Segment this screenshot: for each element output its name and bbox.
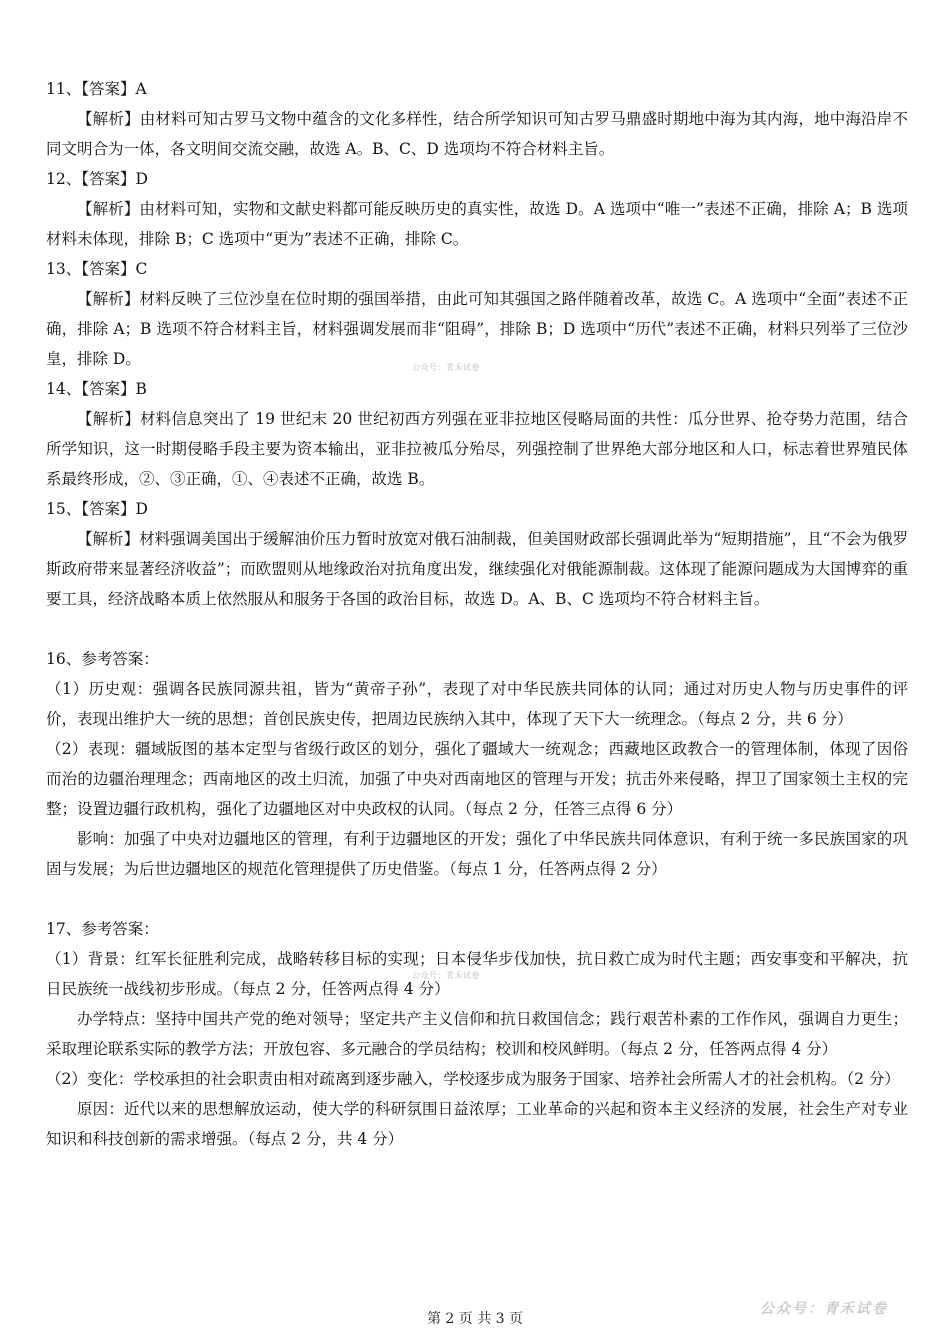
q15-answer: 15、【答案】D (46, 500, 148, 518)
section-gap (46, 614, 908, 644)
q17-part1: （1）背景：红军长征胜利完成，战略转移目标的实现；日本侵华步伐加快，抗日救亡成为时代主题；西安事变和平解决，抗日民族统一战线初步形成。（每点 2 分，任答两点得 4 分） (46, 950, 908, 998)
watermark-text: 公众号：青禾试卷 (412, 971, 480, 980)
q12-answer: 12、【答案】D (46, 170, 148, 188)
q16-part3: 影响：加强了中央对边疆地区的管理，有利于边疆地区的开发；强化了中华民族共同体意识，有利于统一多民族国家的巩固与发展；为后世边疆地区的规范化管理提供了历史借鉴。（每点 1 分，任答两点得 2 分） (46, 830, 908, 878)
corner-watermark: 公众号：青禾试卷 (760, 1301, 888, 1317)
page-footer: 第 2 页 共 3 页 (426, 1311, 524, 1327)
answer-content (46, 74, 908, 1154)
q16-heading: 16、参考答案： (46, 650, 159, 668)
q17-part3: （2）变化：学校承担的社会职责由相对疏离到逐步融入，学校逐步成为服务于国家、培养社会所需人才的社会机构。（2 分） (46, 1070, 900, 1088)
q17-part2: 办学特点：坚持中国共产党的绝对领导；坚定共产主义信仰和抗日救国信念；践行艰苦朴素的工作作风，强调自力更生；采取理论联系实际的教学方法；开放包容、多元融合的学员结构；校训和校风鲜明。（每点 2 分，任答两点得 4 分） (46, 1010, 908, 1058)
q11-analysis: 【解析】由材料可知古罗马文物中蕴含的文化多样性，结合所学知识可知古罗马鼎盛时期地中海为其内海，地中海沿岸不同文明合为一体，各文明间交流交融，故选 A。B、C、D 选项均不符合材料主旨。 (46, 110, 908, 158)
q16-part1: （1）历史观：强调各民族同源共祖，皆为“黄帝子孙”，表现了对中华民族共同体的认同；通过对历史人物与历史事件的评价，表现出维护大一统的思想；首创民族史传，把周边民族纳入其中，体现了天下大一统理念。（每点 2 分，共 6 分） (46, 680, 908, 728)
q17-part4: 原因：近代以来的思想解放运动，使大学的科研氛围日益浓厚；工业革命的兴起和资本主义经济的发展，社会生产对专业知识和科技创新的需求增强。（每点 2 分，共 4 分） (46, 1100, 908, 1148)
q13-answer: 13、【答案】C (46, 260, 148, 278)
q14-answer: 14、【答案】B (46, 380, 147, 398)
q16-part2: （2）表现：疆域版图的基本定型与省级行政区的划分，强化了疆域大一统观念；西藏地区政教合一的管理体制，体现了因俗而治的边疆治理理念；西南地区的改土归流，加强了中央对西南地区的管理与开发；抗击外来侵略，捍卫了国家领土主权的完整；设置边疆行政机构，强化了边疆地区对中央政权的认同。（每点 2 分，任答三点得 6 分） (46, 740, 908, 818)
q17-heading: 17、参考答案： (46, 920, 159, 938)
q13-analysis: 【解析】材料反映了三位沙皇在位时期的强国举措，由此可知其强国之路伴随着改革，故选 C。A 选项中“全面”表述不正确，排除 A；B 选项不符合材料主旨，材料强调发展而非“阻碍”，排除 B；D 选项中“历代”表述不正确，材料只列举了三位沙皇，排除 D。 (46, 290, 908, 368)
q15-analysis: 【解析】材料强调美国出于缓解油价压力暂时放宽对俄石油制裁，但美国财政部长强调此举为“短期措施”，且“不会为俄罗斯政府带来显著经济收益”；而欧盟则从地缘政治对抗角度出发，继续强化对俄能源制裁。这体现了能源问题成为大国博弈的重要工具，经济战略本质上依然服从和服务于各国的政治目标，故选 D。A、B、C 选项均不符合材料主旨。 (46, 530, 908, 608)
watermark-text: 公众号：青禾试卷 (412, 363, 480, 372)
q11-answer: 11、【答案】A (46, 80, 147, 98)
q12-analysis: 【解析】由材料可知，实物和文献史料都可能反映历史的真实性，故选 D。A 选项中“唯一”表述不正确，排除 A；B 选项材料未体现，排除 B；C 选项中“更为”表述不正确，排除 C。 (46, 200, 908, 248)
section-gap (46, 884, 908, 914)
q14-analysis: 【解析】材料信息突出了 19 世纪末 20 世纪初西方列强在亚非拉地区侵略局面的共性：瓜分世界、抢夺势力范围，结合所学知识，这一时期侵略手段主要为资本输出，亚非拉被瓜分殆尽，列强控制了世界绝大部分地区和人口，标志着世界殖民体系最终形成，②、③正确，①、④表述不正确，故选 B。 (46, 410, 908, 488)
